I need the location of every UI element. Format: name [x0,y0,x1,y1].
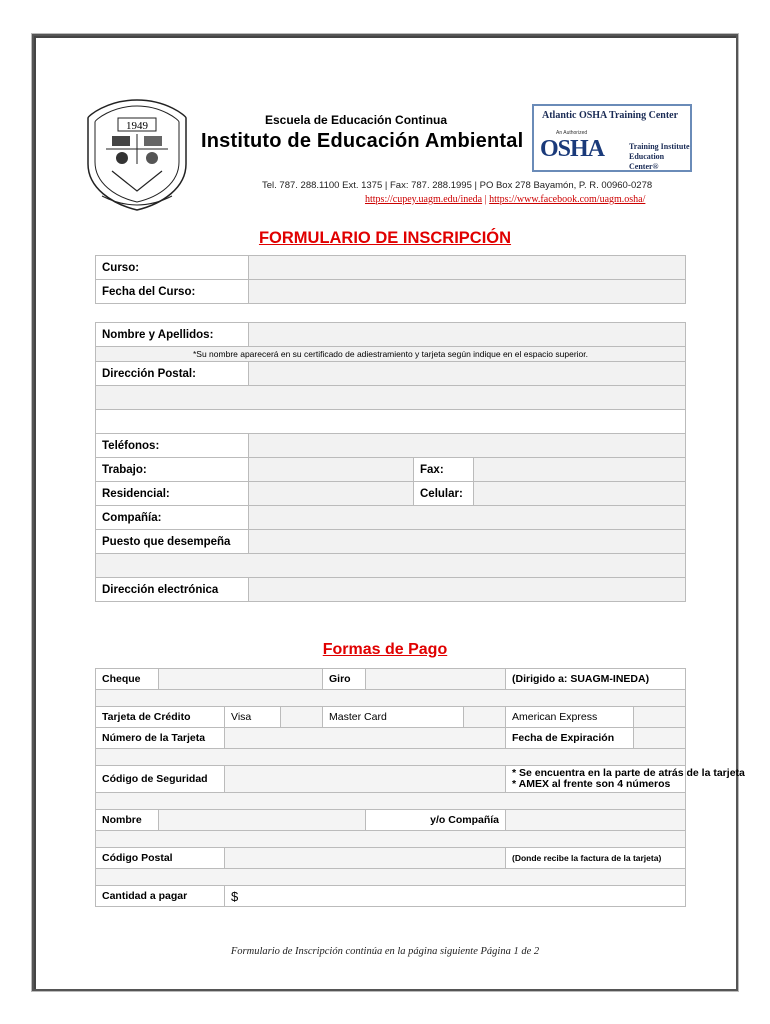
curso-field[interactable] [249,256,686,280]
expiracion-field[interactable] [634,728,686,749]
codigo-postal-field[interactable] [225,848,506,869]
trabajo-label: Trabajo: [96,458,249,482]
numero-field[interactable] [225,728,506,749]
personal-table [95,322,686,602]
website-link[interactable]: https://cupey.uagm.edu/ineda [365,194,483,205]
dirigido-label: (Dirigido a: SUAGM-INEDA) [506,669,686,690]
footer-text: Formulario de Inscripción continúa en la página siguiente Página 1 de 2 [230,946,540,957]
fecha-curso-field[interactable] [249,280,686,304]
mastercard-field[interactable] [464,707,506,728]
spacer-row [96,749,686,766]
expiracion-label: Fecha de Expiración [506,728,634,749]
compania-field[interactable] [249,506,686,530]
numero-label: Número de la Tarjeta [96,728,225,749]
codigo-seg-note [506,766,745,793]
osha-line2: Education Center® [629,152,665,171]
codigo-postal-label: Código Postal [96,848,225,869]
contact-info: Tel. 787. 288.1100 Ext. 1375 | Fax: 787. 288.1995 | PO Box 278 Bayamón, P. R. 00960-0278 [262,180,653,191]
mastercard-label: Master Card [323,707,464,728]
fax-label: Fax: [414,458,474,482]
visa-field[interactable] [281,707,323,728]
codigo-seg-label: Código de Seguridad [96,766,225,793]
compania-label: Compañía: [96,506,249,530]
tarjeta-label: Tarjeta de Crédito [96,707,225,728]
spacer-row [96,554,686,578]
celular-label: Celular: [414,482,474,506]
spacer-row [96,831,686,848]
visa-label: Visa [225,707,281,728]
postal-note: (Donde recibe la factura de la tarjeta) [506,848,686,869]
payment-table [95,668,745,907]
spacer-row [96,690,686,707]
amex-label: American Express [506,707,634,728]
seg-note-1: * Se encuentra en la parte de atrás de la tarjeta [512,767,745,779]
osha-institute-text [629,142,690,172]
email-label: Dirección electrónica [96,578,249,602]
fecha-curso-label: Fecha del Curso: [96,280,249,304]
osha-line1: Training Institute [629,142,690,151]
giro-field[interactable] [366,669,506,690]
compania-pago-field[interactable] [506,810,686,831]
dollar-sign: $ [231,888,239,904]
email-field[interactable] [249,578,686,602]
residencial-field[interactable] [249,482,414,506]
direccion-label: Dirección Postal: [96,362,249,386]
yo-compania-label: y/o Compañía [366,810,506,831]
nombre-field[interactable] [249,323,686,347]
osha-logo-box [532,104,692,172]
osha-center-title: Atlantic OSHA Training Center [542,110,679,121]
amex-field[interactable] [634,707,686,728]
cheque-label: Cheque [96,669,159,690]
cantidad-label: Cantidad a pagar [96,886,225,907]
puesto-field[interactable] [249,530,686,554]
university-seal-icon [82,96,192,214]
direccion-line2[interactable] [96,386,686,410]
spacer-row [96,793,686,810]
seal-year: 1949 [126,120,148,132]
direccion-line3[interactable] [96,410,686,434]
osha-authorized: An Authorized [556,130,588,136]
celular-field[interactable] [474,482,686,506]
direccion-field[interactable] [249,362,686,386]
link-separator: | [482,194,490,205]
nombre-note: *Su nombre aparecerá en su certificado de adiestramiento y tarjeta según indique en el espacio superior. [96,347,686,362]
codigo-seg-field[interactable] [225,766,506,793]
puesto-label: Puesto que desempeña [96,530,249,554]
school-name: Escuela de Educación Continua [265,113,448,127]
nombre-pago-field[interactable] [159,810,366,831]
spacer-row [96,869,686,886]
cheque-field[interactable] [159,669,323,690]
links [365,194,645,205]
nombre-pago-label: Nombre [96,810,159,831]
giro-label: Giro [323,669,366,690]
institute-name: Instituto de Educación Ambiental [201,130,524,152]
seg-note-2: * AMEX al frente son 4 números [512,778,671,790]
course-table [95,255,686,304]
telefonos-field [249,434,686,458]
fax-field[interactable] [474,458,686,482]
residencial-label: Residencial: [96,482,249,506]
cantidad-field[interactable] [225,886,686,907]
facebook-link[interactable]: https://www.facebook.com/uagm.osha/ [489,194,646,205]
osha-logo: OSHA [540,136,605,162]
payment-title: Formas de Pago [322,641,448,658]
telefonos-label: Teléfonos: [96,434,249,458]
nombre-label: Nombre y Apellidos: [96,323,249,347]
form-title: FORMULARIO DE INSCRIPCIÓN [258,229,512,247]
curso-label: Curso: [96,256,249,280]
trabajo-field[interactable] [249,458,414,482]
